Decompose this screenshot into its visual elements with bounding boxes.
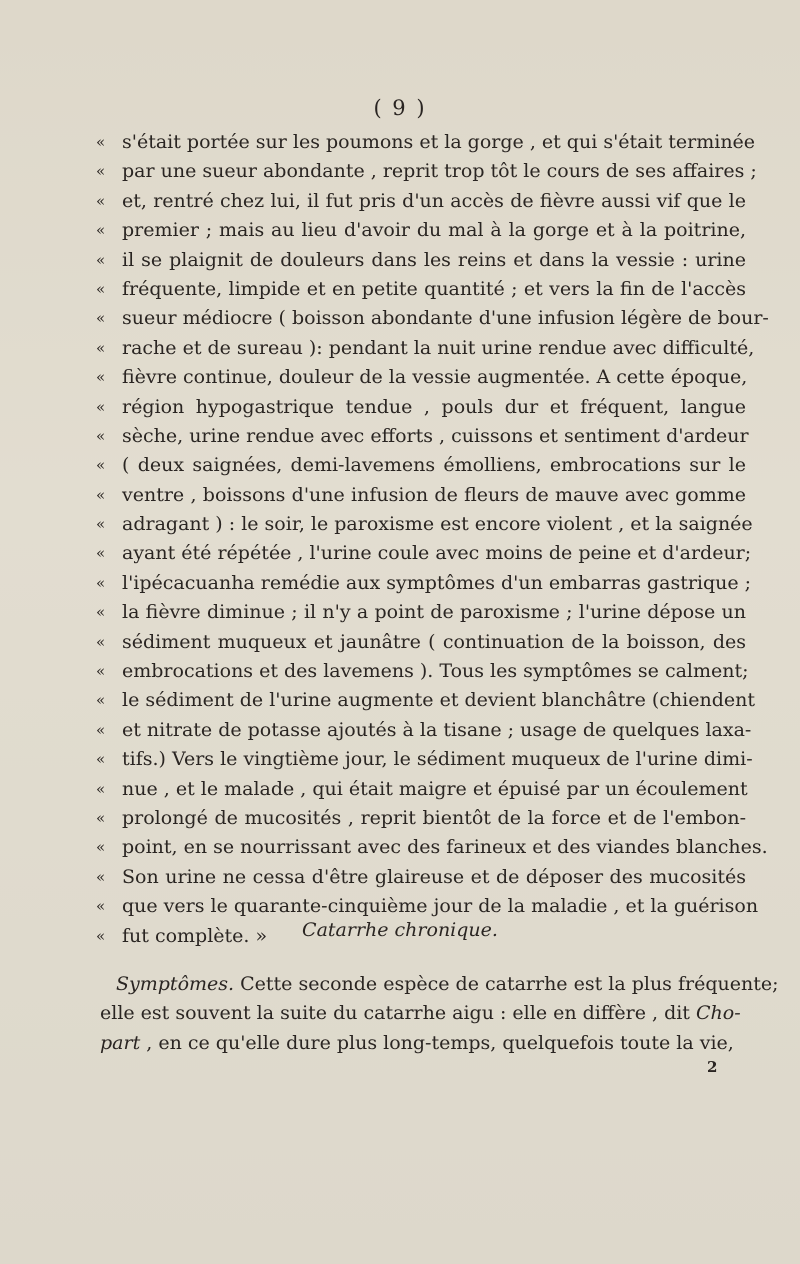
quote-mark: « <box>96 515 106 534</box>
quote-line: « adragant ) : le soir, le paroxisme est encore violent , et la saignée <box>96 510 746 539</box>
quote-line: « par une sueur abondante , reprit trop tôt le cours de ses affaires ; <box>96 157 746 186</box>
quote-line: « ( deux saignées, demi-lavemens émolliens, embrocations sur le <box>96 451 746 480</box>
quote-mark: « <box>96 368 106 387</box>
quote-line: « région hypogastrique tendue , pouls dur et fréquent, langue <box>96 393 746 422</box>
quote-mark: « <box>96 573 106 592</box>
quote-line: « ventre , boissons d'une infusion de fleurs de mauve avec gomme <box>96 481 746 510</box>
quote-line: « nue , et le malade , qui était maigre et épuisé par un écoulement <box>96 775 746 804</box>
quote-mark: « <box>96 603 106 622</box>
quote-line: « fièvre continue, douleur de la vessie augmentée. A cette époque, <box>96 363 746 392</box>
quote-line: « embrocations et des lavemens ). Tous les symptômes se calment; <box>96 657 746 686</box>
paragraph-line: elle est souvent la suite du catarrhe aigu : elle en diffère , dit Cho- <box>100 1002 741 1025</box>
paragraph-line: Symptômes. Cette seconde espèce de catarrhe est la plus fréquente; <box>116 973 779 995</box>
quote-mark: « <box>96 309 106 328</box>
quote-line: « fut complète. » <box>96 922 746 951</box>
quote-mark: « <box>96 867 106 886</box>
quote-mark: « <box>96 162 106 181</box>
quote-mark: « <box>96 426 106 445</box>
quote-mark: « <box>96 191 106 210</box>
quote-mark: « <box>96 897 106 916</box>
author-name: Cho- <box>695 1002 741 1025</box>
quote-mark: « <box>96 133 106 151</box>
quote-mark: « <box>96 779 106 798</box>
quote-line: « il se plaignit de douleurs dans les reins et dans la vessie : urine <box>96 246 746 275</box>
paragraph-line: part , en ce qu'elle dure plus long-temps, quelquefois toute la vie, <box>100 1031 734 1054</box>
quote-mark: « <box>96 691 106 710</box>
quote-line: « point, en se nourrissant avec des farineux et des viandes blanches. <box>96 833 746 862</box>
quote-mark: « <box>96 485 106 504</box>
quote-line: « sèche, urine rendue avec efforts , cuissons et sentiment d'ardeur <box>96 422 746 451</box>
section-heading: Catarrhe chronique. <box>302 919 498 941</box>
lead-term: Symptômes. <box>116 973 235 995</box>
quote-mark: « <box>96 808 106 827</box>
quote-mark: « <box>96 279 106 298</box>
quote-line: « ayant été répétée , l'urine coule avec moins de peine et d'ardeur; <box>96 539 746 568</box>
quote-line: « rache et de sureau ): pendant la nuit urine rendue avec difficulté, <box>96 334 746 363</box>
quote-mark: « <box>96 250 106 269</box>
quote-line: « et nitrate de potasse ajoutés à la tisane ; usage de quelques laxa- <box>96 716 746 745</box>
quote-mark: « <box>96 838 106 857</box>
quote-mark: « <box>96 338 106 357</box>
quote-line: « premier ; mais au lieu d'avoir du mal à la gorge et à la poitrine, <box>96 216 746 245</box>
page-number: ( 9 ) <box>373 96 427 120</box>
quote-mark: « <box>96 632 106 651</box>
quote-mark: « <box>96 456 106 475</box>
quote-mark: « <box>96 662 106 681</box>
quote-line: « l'ipécacuanha remédie aux symptômes d'un embarras gastrique ; <box>96 569 746 598</box>
body-paragraph <box>100 970 779 1058</box>
signature-mark: 2 <box>707 1058 718 1076</box>
quote-line: « s'était portée sur les poumons et la gorge , et qui s'était terminée <box>96 128 746 157</box>
author-name: part <box>100 1031 141 1054</box>
quote-line: « la fièvre diminue ; il n'y a point de paroxisme ; l'urine dépose un <box>96 598 746 627</box>
quote-line: « prolongé de mucosités , reprit bientôt de la force et de l'embon- <box>96 804 746 833</box>
quote-line: « le sédiment de l'urine augmente et devient blanchâtre (chiendent <box>96 686 746 715</box>
quote-line: « que vers le quarante-cinquième jour de la maladie , et la guérison <box>96 892 746 921</box>
quote-line: « sueur médiocre ( boisson abondante d'une infusion légère de bour- <box>96 304 746 333</box>
quote-line: « et, rentré chez lui, il fut pris d'un accès de fièvre aussi vif que le <box>96 187 746 216</box>
quote-line: « sédiment muqueux et jaunâtre ( continuation de la boisson, des <box>96 628 746 657</box>
quote-line: « Son urine ne cessa d'être glaireuse et de déposer des mucosités <box>96 863 746 892</box>
quote-mark: « <box>96 397 106 416</box>
quote-mark: « <box>96 720 106 739</box>
quote-line: « fréquente, limpide et en petite quantité ; et vers la fin de l'accès <box>96 275 746 304</box>
quote-mark: « <box>96 544 106 563</box>
quote-line: « tifs.) Vers le vingtième jour, le sédiment muqueux de l'urine dimi- <box>96 745 746 774</box>
quote-mark: « <box>96 926 106 945</box>
quoted-case-block <box>96 128 769 951</box>
quote-mark: « <box>96 750 106 769</box>
quote-mark: « <box>96 221 106 240</box>
